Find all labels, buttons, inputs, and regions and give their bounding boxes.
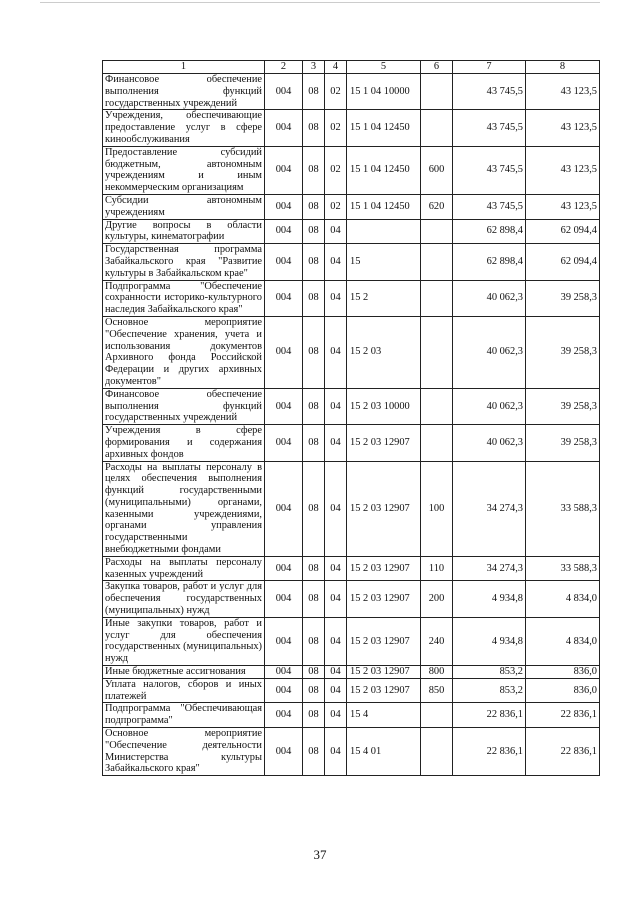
cell-col-2: 004 xyxy=(265,666,303,679)
cell-col-6 xyxy=(421,703,453,728)
cell-col-4: 04 xyxy=(325,581,347,617)
cell-col-4: 04 xyxy=(325,244,347,280)
cell-col-3: 08 xyxy=(303,74,325,110)
cell-col-7: 22 836,1 xyxy=(453,728,526,776)
cell-col-2: 004 xyxy=(265,194,303,219)
header-col-6: 6 xyxy=(421,61,453,74)
cell-col-6 xyxy=(421,388,453,424)
cell-col-5 xyxy=(347,219,421,244)
table-row xyxy=(103,244,600,280)
cell-col-2: 004 xyxy=(265,219,303,244)
header-col-7: 7 xyxy=(453,61,526,74)
cell-col-7: 43 745,5 xyxy=(453,146,526,194)
cell-col-2: 004 xyxy=(265,581,303,617)
cell-col-6: 800 xyxy=(421,666,453,679)
cell-col-8: 836,0 xyxy=(526,666,600,679)
cell-col-7: 62 898,4 xyxy=(453,244,526,280)
cell-col-8: 836,0 xyxy=(526,678,600,703)
cell-col-8: 43 123,5 xyxy=(526,110,600,146)
table-row xyxy=(103,581,600,617)
cell-col-5: 15 1 04 12450 xyxy=(347,146,421,194)
cell-col-3: 08 xyxy=(303,146,325,194)
cell-col-3: 08 xyxy=(303,556,325,581)
table-row xyxy=(103,556,600,581)
cell-col-6 xyxy=(421,110,453,146)
cell-col-8: 33 588,3 xyxy=(526,461,600,556)
cell-col-8: 43 123,5 xyxy=(526,146,600,194)
row-name-cell: Уплата налогов, сборов и иных платежей xyxy=(103,678,265,703)
cell-col-5: 15 xyxy=(347,244,421,280)
cell-col-6: 100 xyxy=(421,461,453,556)
cell-col-4: 04 xyxy=(325,219,347,244)
cell-col-5: 15 2 03 12907 xyxy=(347,461,421,556)
cell-col-8: 33 588,3 xyxy=(526,556,600,581)
cell-col-4: 04 xyxy=(325,678,347,703)
cell-col-6: 110 xyxy=(421,556,453,581)
cell-col-3: 08 xyxy=(303,666,325,679)
cell-col-4: 02 xyxy=(325,110,347,146)
cell-col-6: 200 xyxy=(421,581,453,617)
row-name-cell: Другие вопросы в области культуры, кинематографии xyxy=(103,219,265,244)
header-row xyxy=(103,61,600,74)
cell-col-5: 15 1 04 12450 xyxy=(347,194,421,219)
cell-col-7: 4 934,8 xyxy=(453,581,526,617)
header-col-4: 4 xyxy=(325,61,347,74)
cell-col-5: 15 2 03 12907 xyxy=(347,556,421,581)
cell-col-7: 43 745,5 xyxy=(453,194,526,219)
row-name-cell: Субсидии автономным учреждениям xyxy=(103,194,265,219)
cell-col-2: 004 xyxy=(265,617,303,665)
cell-col-8: 62 094,4 xyxy=(526,219,600,244)
cell-col-5: 15 2 03 xyxy=(347,316,421,388)
cell-col-5: 15 1 04 10000 xyxy=(347,74,421,110)
table-row xyxy=(103,617,600,665)
cell-col-5: 15 2 03 12907 xyxy=(347,425,421,461)
cell-col-4: 04 xyxy=(325,703,347,728)
cell-col-7: 62 898,4 xyxy=(453,219,526,244)
row-name-cell: Расходы на выплаты персоналу казенных учреждений xyxy=(103,556,265,581)
table-row xyxy=(103,703,600,728)
cell-col-5: 15 2 03 12907 xyxy=(347,581,421,617)
cell-col-8: 22 836,1 xyxy=(526,728,600,776)
cell-col-3: 08 xyxy=(303,219,325,244)
table-row xyxy=(103,280,600,316)
cell-col-5: 15 2 xyxy=(347,280,421,316)
row-name-cell: Подпрограмма "Обеспечение сохранности историко-культурного наследия Забайкальского края" xyxy=(103,280,265,316)
cell-col-6 xyxy=(421,728,453,776)
cell-col-3: 08 xyxy=(303,110,325,146)
cell-col-6: 600 xyxy=(421,146,453,194)
cell-col-4: 04 xyxy=(325,425,347,461)
cell-col-4: 02 xyxy=(325,146,347,194)
row-name-cell: Основное мероприятие "Обеспечение деятельности Министерства культуры Забайкальского края" xyxy=(103,728,265,776)
row-name-cell: Иные закупки товаров, работ и услуг для обеспечения государственных (муниципальных) нужд xyxy=(103,617,265,665)
cell-col-2: 004 xyxy=(265,74,303,110)
cell-col-3: 08 xyxy=(303,388,325,424)
table-row xyxy=(103,678,600,703)
cell-col-8: 4 834,0 xyxy=(526,617,600,665)
cell-col-7: 34 274,3 xyxy=(453,556,526,581)
cell-col-8: 4 834,0 xyxy=(526,581,600,617)
row-name-cell: Предоставление субсидий бюджетным, автономным учреждениям и иным некоммерческим организациям xyxy=(103,146,265,194)
cell-col-2: 004 xyxy=(265,703,303,728)
cell-col-2: 004 xyxy=(265,146,303,194)
row-name-cell: Финансовое обеспечение выполнения функций государственных учреждений xyxy=(103,388,265,424)
table-row xyxy=(103,110,600,146)
table-row xyxy=(103,194,600,219)
cell-col-7: 43 745,5 xyxy=(453,110,526,146)
cell-col-2: 004 xyxy=(265,425,303,461)
header-col-3: 3 xyxy=(303,61,325,74)
cell-col-3: 08 xyxy=(303,244,325,280)
cell-col-8: 39 258,3 xyxy=(526,425,600,461)
cell-col-8: 22 836,1 xyxy=(526,703,600,728)
cell-col-2: 004 xyxy=(265,110,303,146)
cell-col-5: 15 4 xyxy=(347,703,421,728)
cell-col-2: 004 xyxy=(265,678,303,703)
cell-col-3: 08 xyxy=(303,617,325,665)
table-row xyxy=(103,316,600,388)
table-row xyxy=(103,74,600,110)
row-name-cell: Учреждения, обеспечивающие предоставление услуг в сфере кинообслуживания xyxy=(103,110,265,146)
row-name-cell: Расходы на выплаты персоналу в целях обеспечения выполнения функций государственными (муниципальными) органами, казенными учреждениями, органами управления государственными внебюджетными фондами xyxy=(103,461,265,556)
cell-col-7: 853,2 xyxy=(453,666,526,679)
table-row xyxy=(103,666,600,679)
cell-col-4: 04 xyxy=(325,461,347,556)
cell-col-3: 08 xyxy=(303,194,325,219)
cell-col-4: 04 xyxy=(325,617,347,665)
cell-col-6 xyxy=(421,316,453,388)
cell-col-2: 004 xyxy=(265,388,303,424)
cell-col-8: 43 123,5 xyxy=(526,74,600,110)
cell-col-4: 04 xyxy=(325,316,347,388)
cell-col-3: 08 xyxy=(303,316,325,388)
header-col-8: 8 xyxy=(526,61,600,74)
cell-col-5: 15 2 03 12907 xyxy=(347,617,421,665)
table-body xyxy=(103,74,600,776)
cell-col-6 xyxy=(421,425,453,461)
cell-col-7: 40 062,3 xyxy=(453,316,526,388)
cell-col-7: 853,2 xyxy=(453,678,526,703)
cell-col-4: 04 xyxy=(325,388,347,424)
cell-col-2: 004 xyxy=(265,316,303,388)
cell-col-2: 004 xyxy=(265,556,303,581)
cell-col-7: 22 836,1 xyxy=(453,703,526,728)
budget-table xyxy=(102,60,600,776)
cell-col-6 xyxy=(421,74,453,110)
cell-col-6: 620 xyxy=(421,194,453,219)
cell-col-3: 08 xyxy=(303,678,325,703)
cell-col-7: 40 062,3 xyxy=(453,425,526,461)
row-name-cell: Подпрограмма "Обеспечивающая подпрограмма" xyxy=(103,703,265,728)
cell-col-5: 15 2 03 12907 xyxy=(347,666,421,679)
cell-col-4: 04 xyxy=(325,728,347,776)
header-col-1: 1 xyxy=(103,61,265,74)
cell-col-4: 04 xyxy=(325,556,347,581)
cell-col-4: 02 xyxy=(325,194,347,219)
row-name-cell: Финансовое обеспечение выполнения функций государственных учреждений xyxy=(103,74,265,110)
cell-col-7: 34 274,3 xyxy=(453,461,526,556)
cell-col-8: 43 123,5 xyxy=(526,194,600,219)
cell-col-3: 08 xyxy=(303,425,325,461)
cell-col-6 xyxy=(421,244,453,280)
cell-col-2: 004 xyxy=(265,461,303,556)
cell-col-5: 15 4 01 xyxy=(347,728,421,776)
cell-col-5: 15 2 03 10000 xyxy=(347,388,421,424)
table-row xyxy=(103,219,600,244)
cell-col-8: 39 258,3 xyxy=(526,316,600,388)
cell-col-3: 08 xyxy=(303,581,325,617)
cell-col-7: 40 062,3 xyxy=(453,388,526,424)
row-name-cell: Государственная программа Забайкальского края "Развитие культуры в Забайкальском крае" xyxy=(103,244,265,280)
cell-col-6 xyxy=(421,280,453,316)
cell-col-7: 4 934,8 xyxy=(453,617,526,665)
row-name-cell: Закупка товаров, работ и услуг для обеспечения государственных (муниципальных) нужд xyxy=(103,581,265,617)
cell-col-6: 240 xyxy=(421,617,453,665)
table-row xyxy=(103,146,600,194)
cell-col-3: 08 xyxy=(303,461,325,556)
cell-col-2: 004 xyxy=(265,244,303,280)
cell-col-6 xyxy=(421,219,453,244)
cell-col-4: 04 xyxy=(325,280,347,316)
table-row xyxy=(103,425,600,461)
cell-col-3: 08 xyxy=(303,280,325,316)
row-name-cell: Основное мероприятие "Обеспечение хранения, учета и использования документов Архивного фонда Российской Федерации и других архивных документов" xyxy=(103,316,265,388)
cell-col-8: 39 258,3 xyxy=(526,388,600,424)
row-name-cell: Иные бюджетные ассигнования xyxy=(103,666,265,679)
cell-col-5: 15 2 03 12907 xyxy=(347,678,421,703)
cell-col-8: 62 094,4 xyxy=(526,244,600,280)
cell-col-3: 08 xyxy=(303,703,325,728)
cell-col-2: 004 xyxy=(265,280,303,316)
table-row xyxy=(103,728,600,776)
page-top-line xyxy=(40,2,600,3)
header-col-5: 5 xyxy=(347,61,421,74)
page-number: 37 xyxy=(313,847,327,862)
cell-col-8: 39 258,3 xyxy=(526,280,600,316)
row-name-cell: Учреждения в сфере формирования и содержания архивных фондов xyxy=(103,425,265,461)
cell-col-7: 43 745,5 xyxy=(453,74,526,110)
table-row xyxy=(103,461,600,556)
cell-col-3: 08 xyxy=(303,728,325,776)
cell-col-4: 02 xyxy=(325,74,347,110)
cell-col-4: 04 xyxy=(325,666,347,679)
table-row xyxy=(103,388,600,424)
cell-col-5: 15 1 04 12450 xyxy=(347,110,421,146)
cell-col-2: 004 xyxy=(265,728,303,776)
cell-col-7: 40 062,3 xyxy=(453,280,526,316)
header-col-2: 2 xyxy=(265,61,303,74)
cell-col-6: 850 xyxy=(421,678,453,703)
